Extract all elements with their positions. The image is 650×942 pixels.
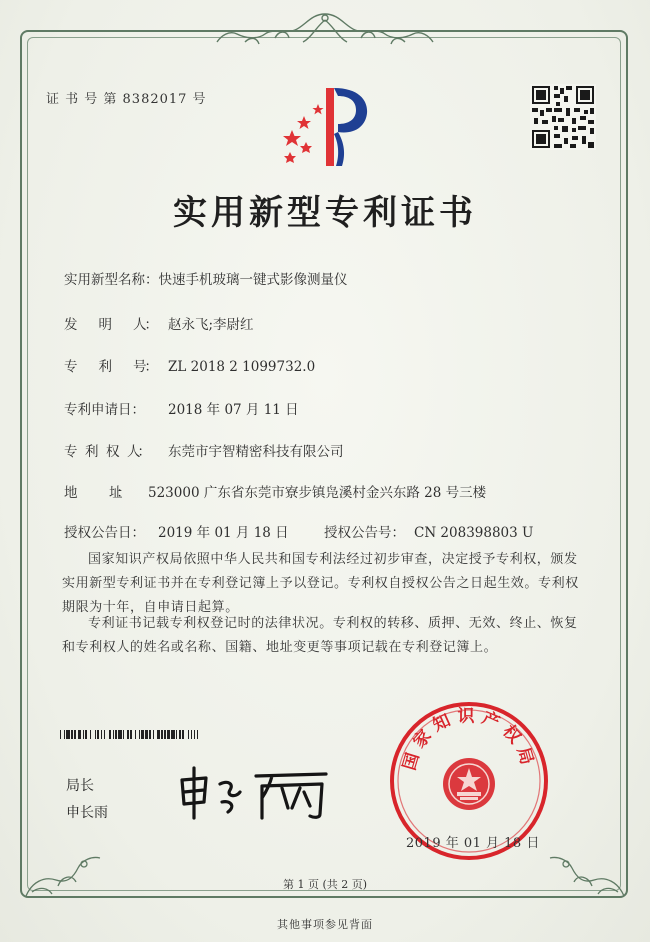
- field-value: 快速手机玻璃一键式影像测量仪: [158, 272, 348, 288]
- field-label: 专利申请日：: [64, 402, 145, 418]
- field-value: CN 208398803 U: [414, 525, 534, 541]
- field-value: 2018 年 07 月 11 日: [168, 402, 299, 418]
- seal-text: 国家知识产权局: [399, 706, 539, 773]
- field-value: 523000 广东省东莞市寮步镇凫溪村金兴东路 28 号三楼: [148, 485, 487, 501]
- field-utility-name: [64, 268, 348, 288]
- patent-office-logo-icon: [282, 82, 372, 168]
- signature-icon: [176, 762, 336, 822]
- statement-paragraph-2: 专利证书记载专利权登记时的法律状况。专利权的转移、质押、无效、终止、恢复和专利权人的姓名或名称、国籍、地址变更等事项记载在专利登记簿上。: [62, 616, 578, 655]
- footer-note: 其他事项参见背面: [277, 918, 373, 931]
- field-address: [64, 481, 486, 501]
- top-ornament-icon: [215, 8, 435, 52]
- field-grant-date: [64, 521, 289, 541]
- field-value: 东莞市宇智精密科技有限公司: [168, 444, 344, 460]
- field-value: 赵永飞;李尉红: [168, 317, 254, 333]
- field-label: 授权公告号：: [324, 525, 405, 541]
- qr-code-icon: [530, 84, 596, 150]
- field-patentee: [64, 440, 344, 460]
- barcode-icon: [60, 730, 322, 739]
- field-filing-date: [64, 398, 299, 418]
- field-patent-number: [64, 355, 315, 375]
- director-title: 局长: [66, 778, 94, 794]
- field-label: 实用新型名称：: [64, 272, 159, 288]
- barcode-bar: [198, 730, 202, 739]
- field-grant-number: [324, 521, 533, 541]
- field-label: 发 明 人：: [64, 317, 156, 333]
- field-value: 2019 年 01 月 18 日: [158, 525, 289, 541]
- field-label: 专 利 权 人：: [64, 444, 148, 460]
- field-inventors: [64, 313, 254, 333]
- statement-paragraph-1: 国家知识产权局依照中华人民共和国专利法经过初步审查，决定授予专利权，颁发实用新型专利证书并在专利登记簿上予以登记。专利权自授权公告之日起生效。专利权期限为十年，自申请日起算。: [62, 552, 579, 615]
- issue-date: 2019 年 01 月 18 日: [406, 836, 540, 851]
- field-value: ZL 2018 2 1099732.0: [168, 359, 316, 375]
- field-label: 地 址：: [64, 485, 124, 501]
- director-name: 申长雨: [66, 805, 108, 821]
- page-number: 第 1 页 (共 2 页): [282, 878, 368, 891]
- certificate-number: 证 书 号 第 8382017 号: [46, 92, 207, 107]
- certificate-title: 实用新型专利证书: [173, 193, 477, 233]
- field-label: 专 利 号：: [64, 359, 156, 375]
- field-label: 授权公告日：: [64, 525, 145, 541]
